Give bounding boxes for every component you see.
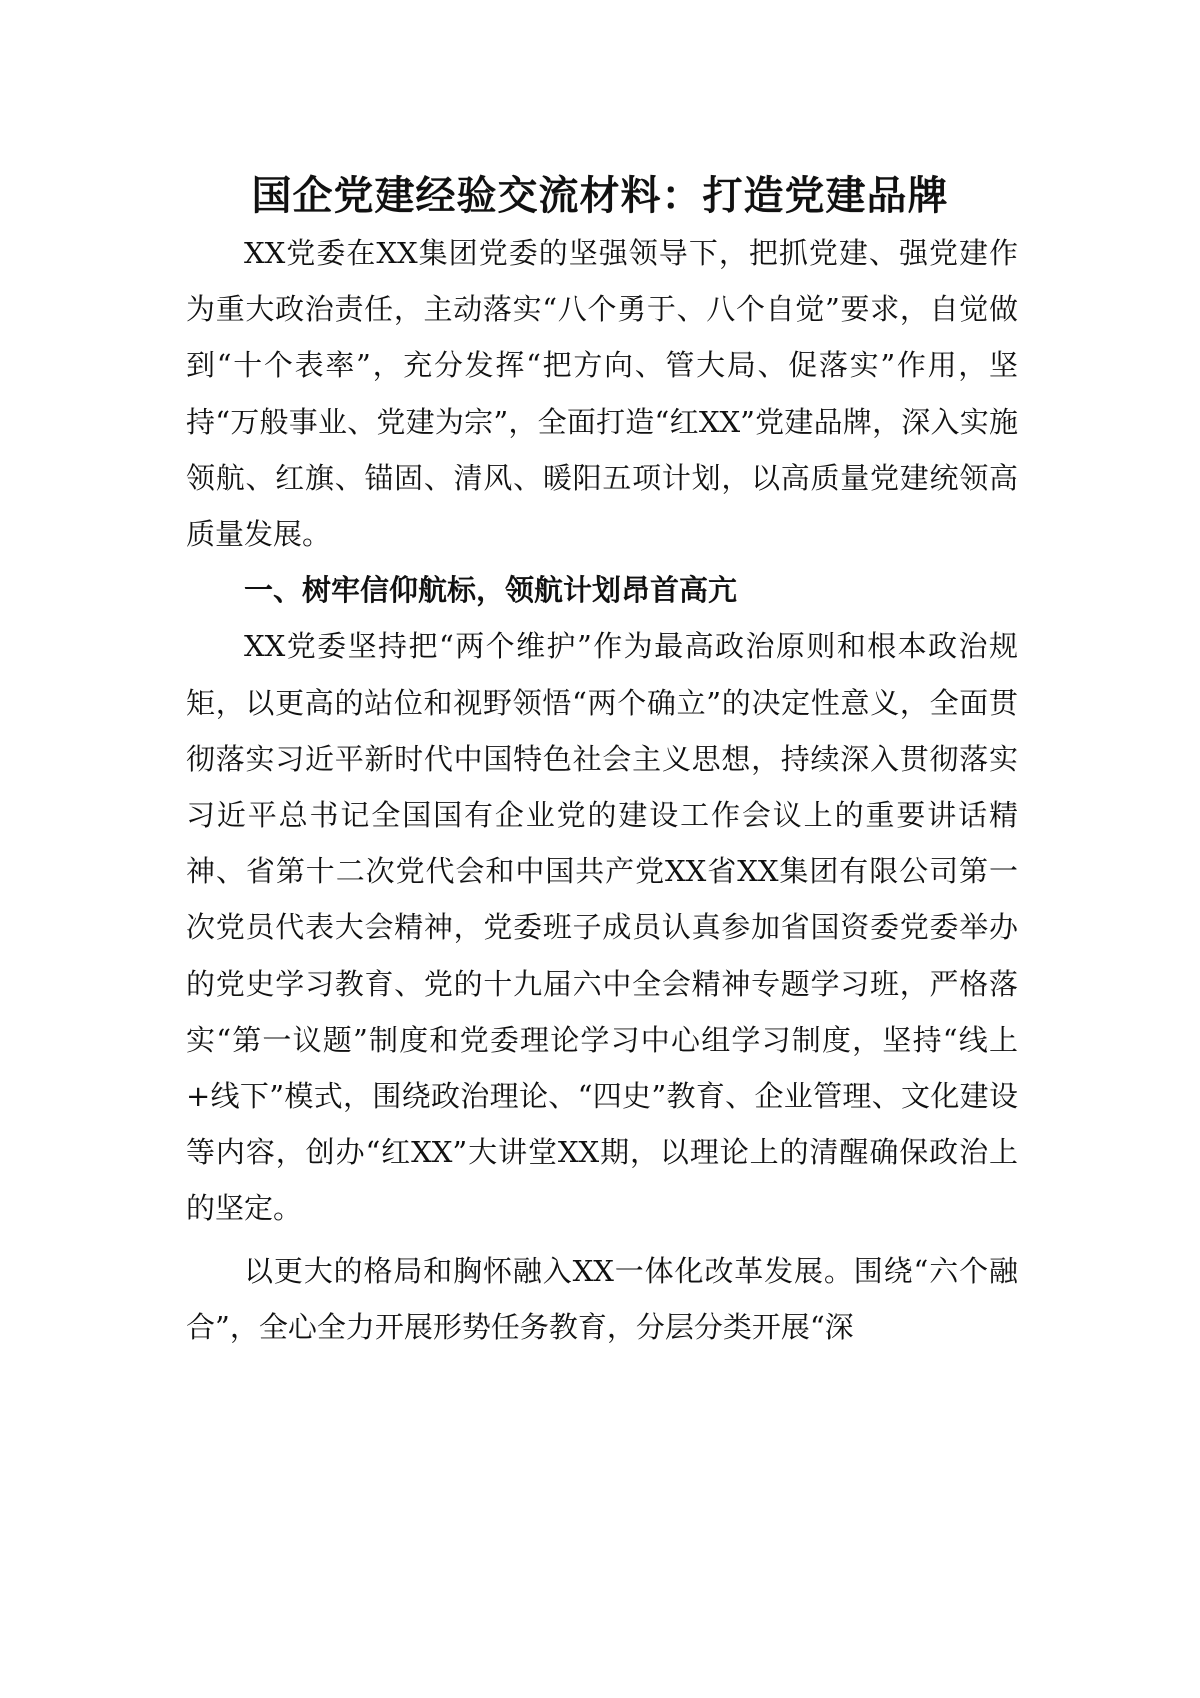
section-1-paragraph-2: 以更大的格局和胸怀融入XX一体化改革发展。围绕“六个融合”，全心全力开展形势任务教育，分层分类开展“深 [186, 1253, 1018, 1344]
document-title: 国企党建经验交流材料：打造党建品牌 [251, 173, 949, 219]
document-body [186, 225, 1018, 1355]
section-1-paragraph-1: XX党委坚持把“两个维护”作为最高政治原则和根本政治规矩，以更高的站位和视野领悟“两个确立”的决定性意义，全面贯彻落实习近平新时代中国特色社会主义思想，持续深入贯彻落实习近平总书记全国国有企业党的建设工作会议上的重要讲话精神、省第十二次党代会和中国共产党XX省XX集团有限公司第一次党员代表大会精神，党委班子成员认真参加省国资委党委举办的党史学习教育、党的十九届六中全会精神专题学习班，严格落实“第一议题”制度和党委理论学习中心组学习制度，坚持“线上+线下”模式，围绕政治理论、“四史”教育、企业管理、文化建设等内容，创办“红XX”大讲堂XX期，以理论上的清醒确保政治上的坚定。 [186, 629, 1018, 1226]
intro-paragraph: XX党委在XX集团党委的坚强领导下，把抓党建、强党建作为重大政治责任，主动落实“八个勇于、八个自觉”要求，自觉做到“十个表率”，充分发挥“把方向、管大局、促落实”作用，坚持“万般事业、党建为宗”，全面打造“红XX”党建品牌，深入实施领航、红旗、锚固、清风、暖阳五项计划，以高质量党建统领高质量发展。 [186, 236, 1018, 552]
section-heading-1: 一、树牢信仰航标，领航计划昂首高亢 [244, 573, 738, 608]
